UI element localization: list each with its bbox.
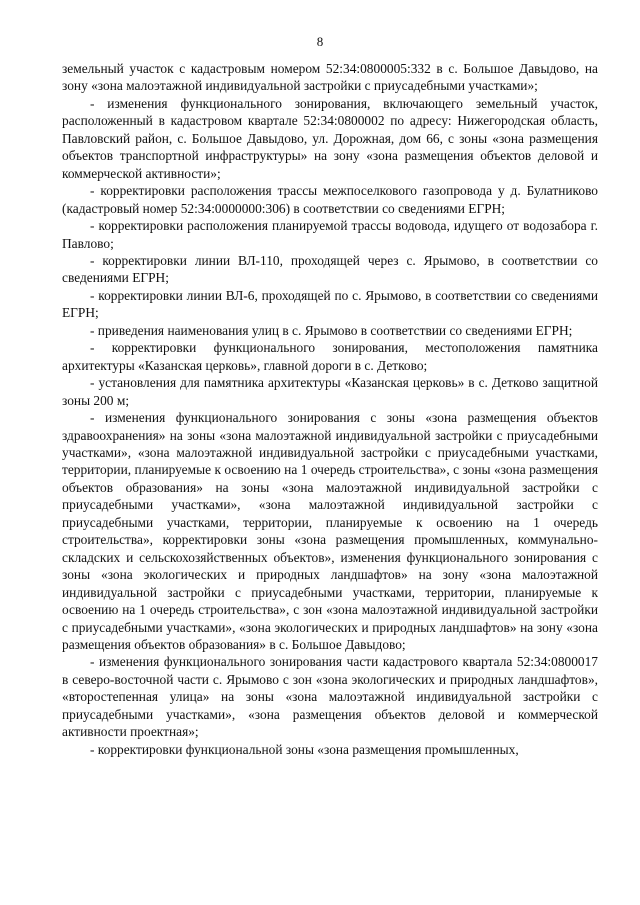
paragraph: - корректировки расположения планируемой трассы водовода, идущего от водозабора г. Павлово; — [62, 218, 598, 251]
paragraph: - корректировки линии ВЛ-110, проходящей через с. Ярымово, в соответствии со сведениями ЕГРН; — [62, 252, 598, 286]
document-body — [62, 60, 598, 758]
paragraph: земельный участок с кадастровым номером 52:34:0800005:332 в с. Большое Давыдово, на зону «зона малоэтажной индивидуальной застройки с приусадебными участками»; — [62, 61, 598, 94]
paragraph: - изменения функционального зонирования с зоны «зона размещения объектов здравоохранения» на зоны «зона малоэтажной индивидуальной застройки с приусадебными участками», «зона малоэтажной индивидуальной застройки с приусадебными участками, территории, планируемые к освоению на 1 очередь строительства», с зоны «зона размещения объектов образования» на зоны «зона малоэтажной индивидуальной застройки с приусадебными участками», «зона малоэтажной индивидуальной застройки с приусадебными участками, территории, планируемые к освоению на 1 очередь строительства», корректировки зоны «зона размещения промышленных, коммунально-складских и сельскохозяйственных объектов», изменения функционального зонирования с зоны «зона экологических и природных ландшафтов» на зону «зона малоэтажной индивидуальной застройки с приусадебными участками, территории, планируемые к освоению на 1 очередь строительства», с зон «зона малоэтажной индивидуальной застройки с приусадебными участками», «зона экологических и природных ландшафтов» на зону «зона размещения объектов образования» в с. Большое Давыдово; — [62, 410, 598, 652]
paragraph: - корректировки функционального зонирования, местоположения памятника архитектуры «Казанская церковь», главной дороги в с. Детково; — [62, 340, 598, 373]
paragraph: - приведения наименования улиц в с. Ярымово в соответствии со сведениями ЕГРН; — [90, 322, 573, 338]
paragraph: - корректировки функциональной зоны «зона размещения промышленных, — [90, 741, 519, 757]
page-number: 8 — [316, 34, 324, 49]
paragraph: - корректировки линии ВЛ-6, проходящей по с. Ярымово, в соответствии со сведениями ЕГРН; — [62, 287, 598, 321]
paragraph: - корректировки расположения трассы межпоселкового газопровода у д. Булатниково (кадастровый номер 52:34:0000000:306) в соответствии со сведениями ЕГРН; — [62, 183, 598, 216]
paragraph: - установления для памятника архитектуры «Казанская церковь» в с. Детково защитной зоны 200 м; — [62, 375, 598, 408]
paragraph: - изменения функционального зонирования части кадастрового квартала 52:34:0800017 в северо-восточной части с. Ярымово с зон «зона экологических и природных ландшафтов», «второстепенная улица» на зоны «зона малоэтажной индивидуальной застройки с приусадебными участками», «зона размещения объектов деловой и коммерческой активности проектная»; — [62, 654, 598, 740]
paragraph: - изменения функционального зонирования, включающего земельный участок, расположенный в кадастровом квартале 52:34:0800002 по адресу: Нижегородская область, Павловский район, с. Большое Давыдово, ул. Дорожная, дом 66, с зоны «зона размещения объектов транспортной инфраструктуры» на зону «зона размещения объектов деловой и коммерческой активности»; — [62, 95, 598, 181]
